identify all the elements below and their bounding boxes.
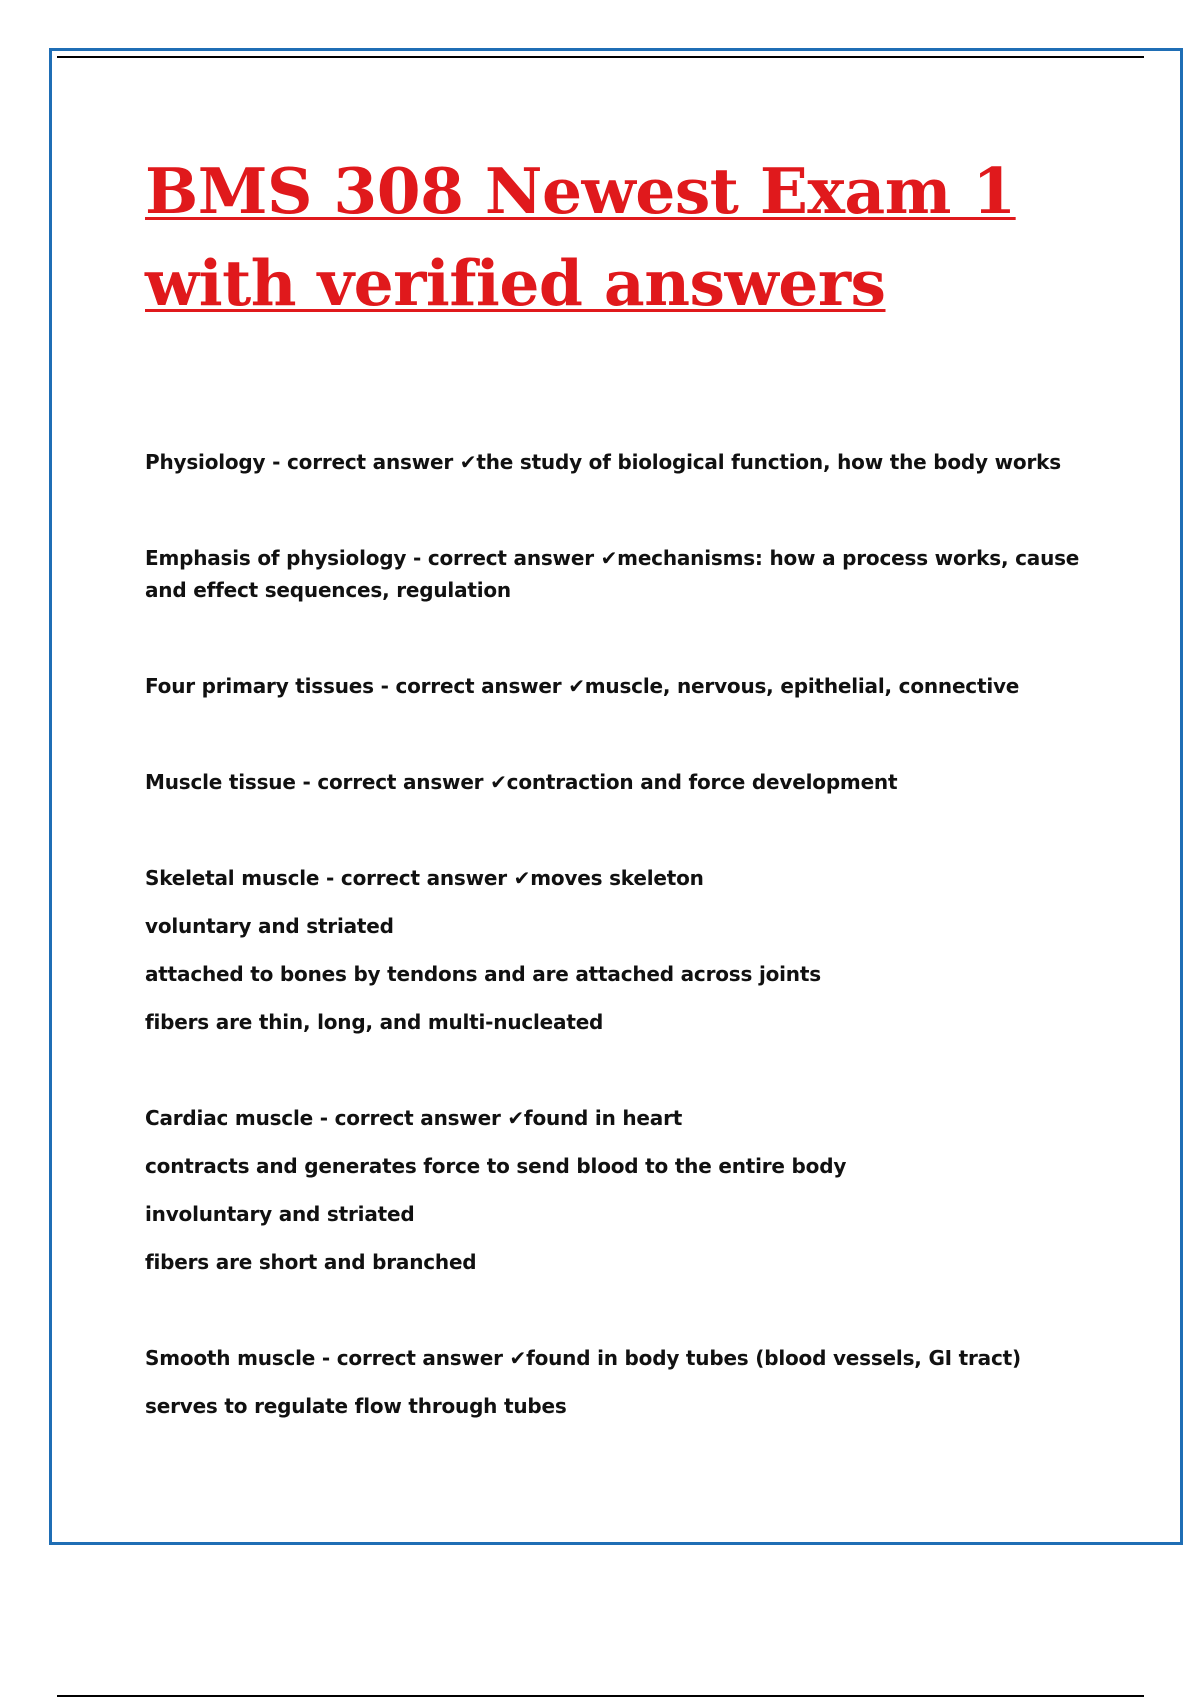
footer-rule xyxy=(57,1695,1144,1697)
qa-entry-smooth xyxy=(145,1342,1105,1422)
qa-entry-emphasis xyxy=(145,542,1105,606)
qa-line: attached to bones by tendons and are attached across joints xyxy=(145,962,821,986)
qa-line: Smooth muscle - correct answer ✔found in body tubes (blood vessels, GI tract) xyxy=(145,1346,1021,1370)
qa-line: Emphasis of physiology - correct answer ✔mechanisms: how a process works, cause and effect sequences, regulation xyxy=(145,546,1080,602)
document-title: BMS 308 Newest Exam 1 with verified answers xyxy=(145,154,1016,320)
qa-entry-muscle-tissue xyxy=(145,766,1105,798)
qa-line: contracts and generates force to send blood to the entire body xyxy=(145,1154,847,1178)
qa-line: Muscle tissue - correct answer ✔contraction and force development xyxy=(145,770,898,794)
qa-entry-cardiac xyxy=(145,1102,1105,1278)
qa-entry-skeletal xyxy=(145,862,1105,1038)
qa-entry-physiology xyxy=(145,446,1105,478)
qa-line: involuntary and striated xyxy=(145,1202,415,1226)
qa-line: Four primary tissues - correct answer ✔muscle, nervous, epithelial, connective xyxy=(145,674,1020,698)
qa-entry-tissues xyxy=(145,670,1105,702)
qa-line: voluntary and striated xyxy=(145,914,394,938)
qa-line: fibers are short and branched xyxy=(145,1250,477,1274)
qa-list xyxy=(145,446,1105,1486)
qa-line: serves to regulate flow through tubes xyxy=(145,1394,567,1418)
header-rule xyxy=(57,56,1144,58)
qa-line: fibers are thin, long, and multi-nucleated xyxy=(145,1010,604,1034)
qa-line: Skeletal muscle - correct answer ✔moves skeleton xyxy=(145,866,704,890)
qa-line: Cardiac muscle - correct answer ✔found in heart xyxy=(145,1106,683,1130)
qa-line: Physiology - correct answer ✔the study of biological function, how the body works xyxy=(145,450,1061,474)
